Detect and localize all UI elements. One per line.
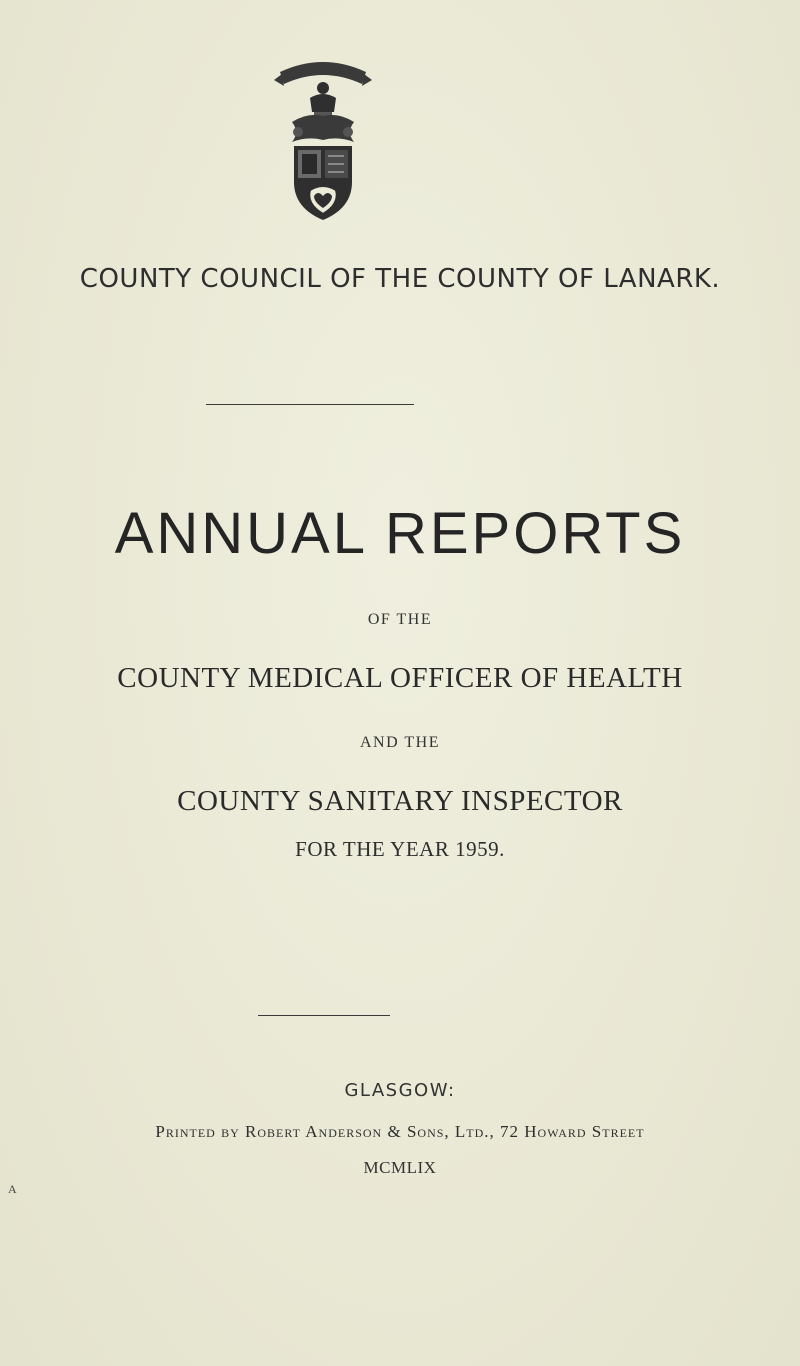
- printer-line: Printed by Robert Anderson & Sons, Ltd., 72 Howard Street: [155, 1122, 645, 1141]
- imprint-city: GLASGOW:: [344, 1080, 456, 1101]
- imprint-date: MCMLIX: [363, 1158, 437, 1177]
- signature-mark: A: [8, 1182, 17, 1196]
- sanitary-inspector-line: COUNTY SANITARY INSPECTOR: [177, 785, 623, 817]
- connector-and-the: AND THE: [360, 734, 440, 751]
- medical-officer-line: COUNTY MEDICAL OFFICER OF HEALTH: [117, 662, 683, 694]
- report-year: FOR THE YEAR 1959.: [295, 837, 505, 861]
- divider-bottom: [258, 1015, 390, 1016]
- divider-top: [206, 404, 414, 405]
- connector-of-the: OF THE: [367, 611, 433, 628]
- council-name: COUNTY COUNCIL OF THE COUNTY OF LANARK.: [79, 264, 721, 294]
- report-title: ANNUAL REPORTS: [114, 501, 686, 566]
- coat-of-arms-icon: [268, 50, 378, 230]
